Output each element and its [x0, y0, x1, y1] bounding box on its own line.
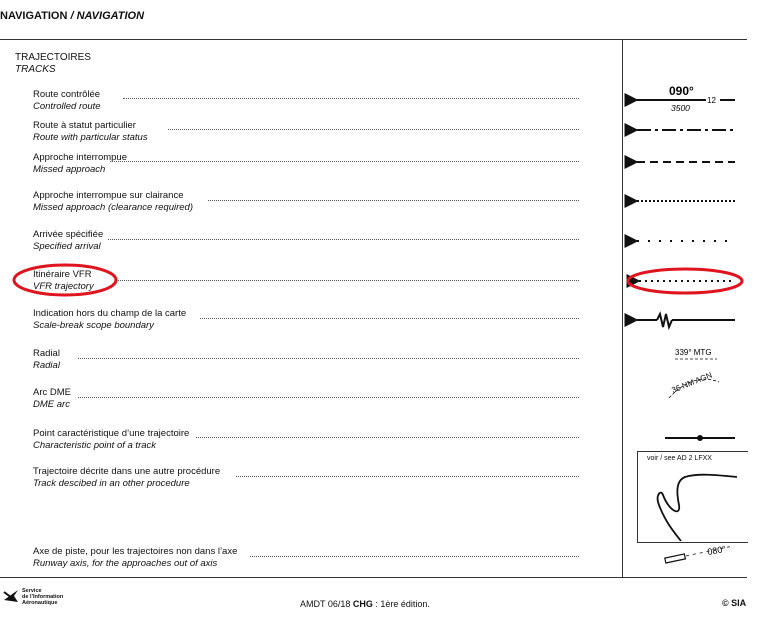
copyright: © SIA [722, 598, 747, 608]
entry-scale-break [33, 308, 186, 332]
dme-arc-text: 36 NM AGN [670, 370, 714, 395]
entry-label-fr: Trajectoire décrite dans une autre procédure [33, 466, 221, 477]
leader-dots [78, 397, 579, 399]
amdt-change: CHG [352, 599, 373, 609]
entry-missed-approach-clearance [33, 190, 193, 214]
entry-label-en: Scale-break scope boundary [33, 320, 154, 331]
header-title-en: NAVIGATION [76, 10, 145, 22]
leader-dots [200, 318, 579, 320]
dme-arc-label [669, 370, 719, 398]
amdt-suffix: : 1ère édition. [372, 599, 430, 609]
leader-dots [236, 476, 579, 478]
entry-runway-axis [33, 546, 237, 570]
leader-dots [110, 161, 579, 163]
entry-label-en: Missed approach [33, 164, 106, 175]
header-separator: / [67, 10, 77, 22]
leader-dots [208, 200, 579, 202]
entry-controlled-route [33, 89, 101, 113]
other-procedure-text: voir / see AD 2 LFXX [647, 455, 712, 462]
leader-dots [108, 239, 579, 241]
runway-axis-text: 080° [706, 543, 727, 557]
other-procedure-track [637, 465, 747, 541]
logo-line-3: Aéronautique [22, 600, 58, 606]
zigzag-arrow [637, 314, 735, 327]
entry-label-en: Controlled route [33, 101, 101, 112]
leader-dots [168, 129, 579, 131]
leader-dots [250, 556, 579, 558]
entry-missed-approach [33, 152, 127, 176]
entry-dme-arc [33, 387, 71, 411]
vfr-label-highlight [10, 262, 120, 298]
leader-dots [118, 280, 579, 282]
entry-label-fr: Itinéraire VFR [33, 269, 92, 280]
leader-dots [78, 358, 579, 360]
entry-other-procedure [33, 466, 220, 490]
entry-specified-arrival [33, 229, 103, 253]
radial-label [675, 348, 717, 359]
distance-label: 12 [707, 96, 716, 105]
runway-axis [665, 544, 733, 563]
sia-logo-icon [2, 586, 20, 606]
amendment-note [300, 599, 430, 609]
entry-label-fr: Approche interrompue sur clairance [33, 190, 184, 201]
entry-label-fr: Radial [33, 348, 60, 359]
entry-label-en: DME arc [33, 399, 70, 410]
entry-label-en: VFR trajectory [33, 281, 94, 292]
entry-characteristic-point [33, 428, 189, 452]
entry-label-en: Track descibed in an other procedure [33, 478, 190, 489]
radial-text: 339° MTG [675, 348, 712, 357]
logo-line-2: de l’Information [22, 594, 64, 600]
entry-label-fr: Route à statut particulier [33, 120, 136, 131]
leader-dots [123, 98, 579, 100]
entry-label-fr: Arc DME [33, 387, 71, 398]
section-title-fr: TRAJECTOIRES [15, 52, 91, 63]
entry-label-en: Specified arrival [33, 241, 101, 252]
header-title-fr: NAVIGATION [0, 10, 68, 22]
entry-particular-route [33, 120, 148, 144]
entry-label-en: Characteristic point of a track [33, 440, 157, 451]
sia-logo-text [22, 588, 63, 606]
controlled-route-symbol [637, 84, 735, 113]
entry-label-fr: Approche interrompue [33, 152, 127, 163]
page-header [0, 10, 144, 22]
section-title-en: TRACKS [15, 64, 56, 75]
altitude-label: 3500 [671, 103, 690, 113]
entry-label-en: Route with particular status [33, 132, 148, 143]
leader-dots [196, 437, 579, 439]
logo-line-1: Service [22, 588, 42, 594]
heading-label: 090° [669, 84, 694, 98]
entry-label-en: Runway axis, for the approaches out of axis [33, 558, 218, 569]
entry-label-fr: Point caractéristique d’une trajectoire [33, 428, 190, 439]
entry-label-fr: Indication hors du champ de la carte [33, 308, 187, 319]
track-point [665, 435, 735, 441]
entry-label-fr: Route contrôlée [33, 89, 101, 100]
bottom-rule [0, 577, 747, 578]
entry-radial [33, 348, 60, 372]
entry-label-fr: Arrivée spécifiée [33, 229, 104, 240]
amdt-prefix: AMDT 06/18 [300, 599, 353, 609]
entry-label-fr: Axe de piste, pour les trajectoires non dans l’axe [33, 546, 238, 557]
entry-label-en: Radial [33, 360, 60, 371]
entry-label-en: Missed approach (clearance required) [33, 202, 193, 213]
